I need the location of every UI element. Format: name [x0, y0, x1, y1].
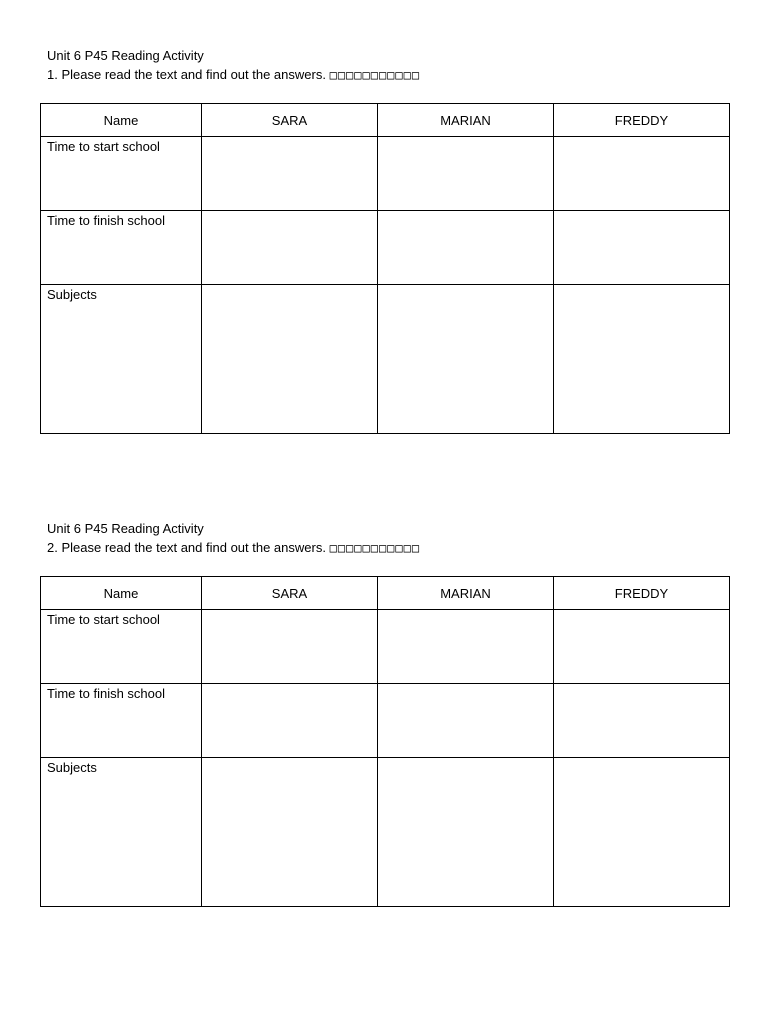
table-row [41, 758, 730, 907]
answer-cell-marian-finish[interactable] [378, 211, 554, 285]
worksheet-title: Unit 6 P45 Reading Activity [47, 48, 204, 63]
table-row [41, 137, 730, 211]
instruction-missing-glyphs: □□□□□□□□□□□ [329, 68, 421, 82]
row-label-start-time: Time to start school [41, 610, 202, 684]
answer-cell-freddy-finish[interactable] [554, 211, 730, 285]
row-label-start-time: Time to start school [41, 137, 202, 211]
table-row [41, 285, 730, 434]
answer-table [40, 576, 730, 907]
instruction-text: 2. Please read the text and find out the answers. [47, 540, 326, 555]
header-sara: SARA [202, 577, 378, 610]
row-label-finish-time: Time to finish school [41, 684, 202, 758]
answer-cell-marian-start[interactable] [378, 610, 554, 684]
answer-cell-freddy-subjects[interactable] [554, 758, 730, 907]
header-name: Name [41, 104, 202, 137]
row-label-subjects: Subjects [41, 758, 202, 907]
answer-table [40, 103, 730, 434]
worksheet-title: Unit 6 P45 Reading Activity [47, 521, 204, 536]
header-freddy: FREDDY [554, 577, 730, 610]
row-label-finish-time: Time to finish school [41, 211, 202, 285]
worksheet-instruction [47, 67, 420, 83]
table-row [41, 684, 730, 758]
table-row [41, 610, 730, 684]
table-header-row [41, 104, 730, 137]
instruction-text: 1. Please read the text and find out the answers. [47, 67, 326, 82]
header-marian: MARIAN [378, 104, 554, 137]
answer-cell-freddy-finish[interactable] [554, 684, 730, 758]
answer-cell-freddy-start[interactable] [554, 137, 730, 211]
instruction-missing-glyphs: □□□□□□□□□□□ [329, 541, 421, 555]
answer-cell-freddy-subjects[interactable] [554, 285, 730, 434]
worksheet-instruction [47, 540, 420, 556]
answer-cell-marian-finish[interactable] [378, 684, 554, 758]
answer-cell-sara-subjects[interactable] [202, 285, 378, 434]
answer-cell-sara-finish[interactable] [202, 211, 378, 285]
answer-cell-marian-subjects[interactable] [378, 285, 554, 434]
header-freddy: FREDDY [554, 104, 730, 137]
table-row [41, 211, 730, 285]
table-header-row [41, 577, 730, 610]
row-label-subjects: Subjects [41, 285, 202, 434]
answer-cell-sara-subjects[interactable] [202, 758, 378, 907]
answer-cell-marian-start[interactable] [378, 137, 554, 211]
header-name: Name [41, 577, 202, 610]
header-marian: MARIAN [378, 577, 554, 610]
answer-cell-sara-start[interactable] [202, 610, 378, 684]
answer-cell-marian-subjects[interactable] [378, 758, 554, 907]
answer-cell-sara-start[interactable] [202, 137, 378, 211]
answer-cell-sara-finish[interactable] [202, 684, 378, 758]
answer-cell-freddy-start[interactable] [554, 610, 730, 684]
header-sara: SARA [202, 104, 378, 137]
